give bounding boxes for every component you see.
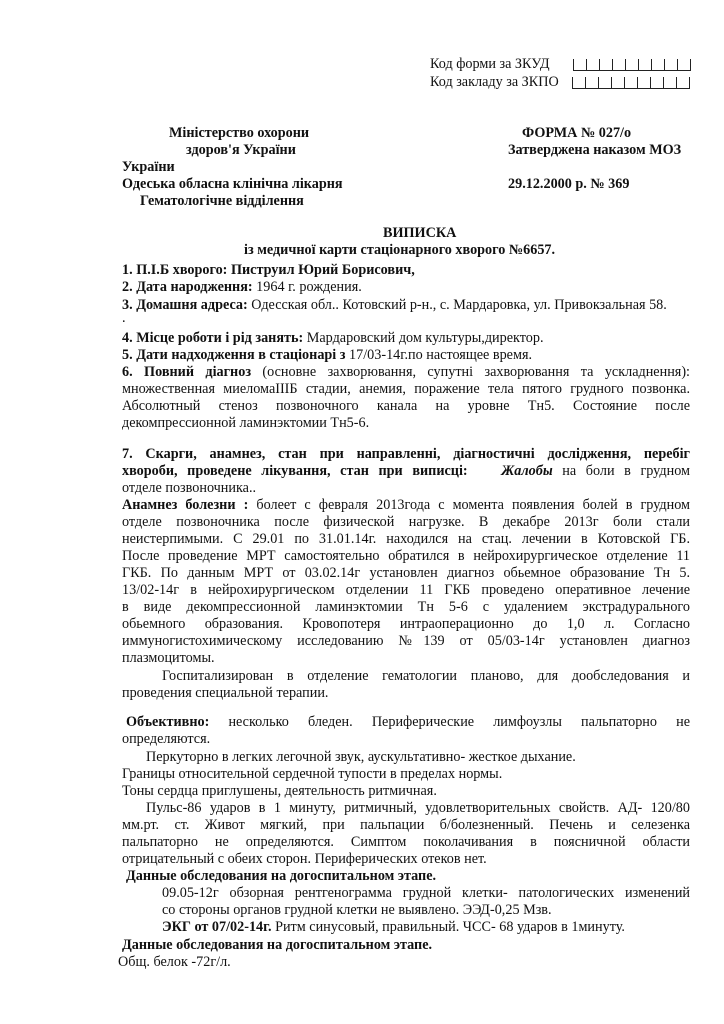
objective-line5: Тоны сердца приглушены, деятельность ритмичная.	[122, 783, 437, 799]
workplace-label: 4. Місце роботи і рід занять:	[122, 330, 304, 346]
field-admission-dates	[122, 347, 532, 364]
objective-line8: пальпаторно не определяются. Симптом поколачивания в поясничной области	[122, 834, 690, 850]
diagnosis-line1	[122, 364, 690, 381]
zkud-code-row	[430, 56, 691, 73]
xray-line2: со стороны органов грудной клетки не выявлено. ЭЭД-0,25 Мзв.	[162, 902, 552, 918]
form-approved: Затверджена наказом МОЗ	[508, 142, 682, 158]
field-patient-name: 1. П.І.Б хворого: Пиструил Юрий Борисович,	[122, 262, 415, 278]
anamnesis-line1	[122, 497, 690, 514]
section7-line2	[122, 463, 690, 480]
section7-label: хвороби, проведене лікування, стан при виписці:	[122, 463, 468, 479]
anamnesis-line9: иммуногистохимическому исследованию №139 от 05/03-14г установлен диагноз	[122, 633, 690, 649]
zkpo-code-boxes	[572, 77, 690, 89]
anamnesis-line10: плазмоцитомы.	[122, 650, 215, 666]
complaints-text: на боли в грудном	[552, 463, 690, 479]
ekg-line	[162, 919, 625, 936]
objective-line1-text: несколько бледен. Периферические лимфоузлы пальпаторно не	[209, 714, 690, 730]
department-name: Гематологічне відділення	[140, 193, 304, 209]
field-workplace	[122, 330, 544, 347]
diagnosis-line4: декомпрессионной ламинэктомии Тн5-6.	[122, 415, 370, 431]
anamnesis-line7: в виде декомпрессионной ламинэктомии Тн 5-6 с удалением экстрадурального	[122, 599, 690, 615]
complaints-label: Жалобы	[501, 463, 553, 479]
zkud-code-boxes	[573, 59, 691, 71]
objective-line1	[126, 714, 690, 731]
address-value: Одесская обл.. Котовский р-н., с. Мардаровка, ул. Привокзальная 58.	[247, 297, 667, 313]
address-label: 3. Домашня адреса:	[122, 297, 248, 313]
objective-line7: мм.рт. ст. Живот мягкий, при пальпации б/болезненный. Печень и селезенка	[122, 817, 690, 833]
diagnosis-line3: Абсолютный стеноз позвоночного канала на уровне Тн5. Состояние после	[122, 398, 690, 414]
objective-line6: Пульс-86 ударов в 1 минуту, ритмичный, удовлетворительных свойств. АД- 120/80	[146, 800, 690, 816]
anamnesis-line12: проведения специальной терапии.	[122, 685, 329, 701]
anamnesis-line6: 13/02-14г в нейрохирургическом отделении 11 ГКБ проведено оперативное лечение	[122, 582, 690, 598]
anamnesis-line4: После проведение МРТ самоcтоятельно обратился в нейрохирургическое отделение 11	[122, 548, 690, 564]
ministry-line3: України	[122, 159, 175, 175]
diagnosis-note: (основне захворювання, супутні захворювання та ускладнення):	[251, 364, 690, 380]
prehospital-heading-1: Данные обследования на догоспитальном этапе.	[126, 868, 437, 884]
objective-line3: Перкуторно в легких легочной звук, аускультативно- жесткое дыхание.	[146, 749, 576, 765]
birth-date-value: 1964 г. рождения.	[252, 279, 362, 295]
protein-line: Общ. белок -72г/л.	[118, 954, 231, 970]
anamnesis-line5: ГКБ. По данным МРТ от 03.02.14г установлен диагноз обьемное образование Тн 5.	[122, 565, 690, 581]
zkpo-code-row	[430, 74, 690, 91]
field-home-address	[122, 297, 667, 314]
zkpo-label: Код закладу за ЗКПО	[430, 74, 559, 90]
birth-date-label: 2. Дата народження:	[122, 279, 253, 295]
section7-line3: отделе позвоночника..	[122, 480, 257, 496]
diagnosis-line2: множественная миеломаIIIБ стадии, анемия, поражение тела пятого грудного позвонка.	[122, 381, 690, 397]
anamnesis-label: Анамнез болезни :	[122, 497, 249, 513]
ministry-line1: Міністерство охорони	[169, 125, 310, 141]
field-birth-date	[122, 279, 362, 296]
ekg-text: Ритм синусовый, правильный. ЧСС- 68 ударов в 1минуту.	[271, 919, 625, 935]
section7-line1: 7. Скарги, анамнез, стан при направленні, діагностичні дослідження, перебіг	[122, 446, 690, 462]
anamnesis-line8: обьемного образования. Кровопотеря интраоперационно до 1,0 л. Согласно	[122, 616, 690, 632]
objective-line4: Границы относительной сердечной тупости в пределах нормы.	[122, 766, 503, 782]
workplace-value: Мардаровский дом культуры,директор.	[303, 330, 544, 346]
admission-value: 17/03-14г.по настоящее время.	[345, 347, 533, 363]
anamnesis-line11: Госпитализирован в отделение гематологии планово, для дообследования и	[162, 668, 690, 684]
ekg-label: ЭКГ от 07/02-14г.	[162, 919, 272, 935]
objective-line9: отрицательный с обеих сторон. Периферических отеков нет.	[122, 851, 487, 867]
document-subtitle: із медичної карти стаціонарного хворого №6657.	[244, 242, 556, 258]
document-title: ВИПИСКА	[383, 225, 457, 241]
hospital-name: Одеська обласна клінічна лікарня	[122, 176, 343, 192]
ministry-line2: здоров'я України	[186, 142, 296, 158]
anamnesis-line3: неистерпимыми. С 29.01 по 31.01.14г. находился на стац. лечении в Котовской ГБ.	[122, 531, 690, 547]
anamnesis-line2: отделе позвоночника после физической нагрузке. В декабре 2013г боли стали	[122, 514, 690, 530]
admission-label: 5. Дати надходження в стаціонарі з	[122, 347, 346, 363]
prehospital-heading-2: Данные обследования на догоспитальном этапе.	[122, 937, 433, 953]
objective-label: Объективно:	[126, 714, 210, 730]
order-date: 29.12.2000 р. № 369	[508, 176, 630, 192]
objective-line2: определяются.	[122, 731, 211, 747]
diagnosis-label: 6. Повний діагноз	[122, 364, 252, 380]
anamnesis-line1-text: болеет с февраля 2013года с момента появления болей в грудном	[248, 497, 691, 513]
zkud-label: Код форми за ЗКУД	[430, 56, 550, 72]
xray-line1: 09.05-12г обзорная рентгенограмма грудной клетки- патологических изменений	[162, 885, 690, 901]
address-dot: .	[122, 310, 126, 326]
form-number: ФОРМА № 027/о	[522, 125, 632, 141]
